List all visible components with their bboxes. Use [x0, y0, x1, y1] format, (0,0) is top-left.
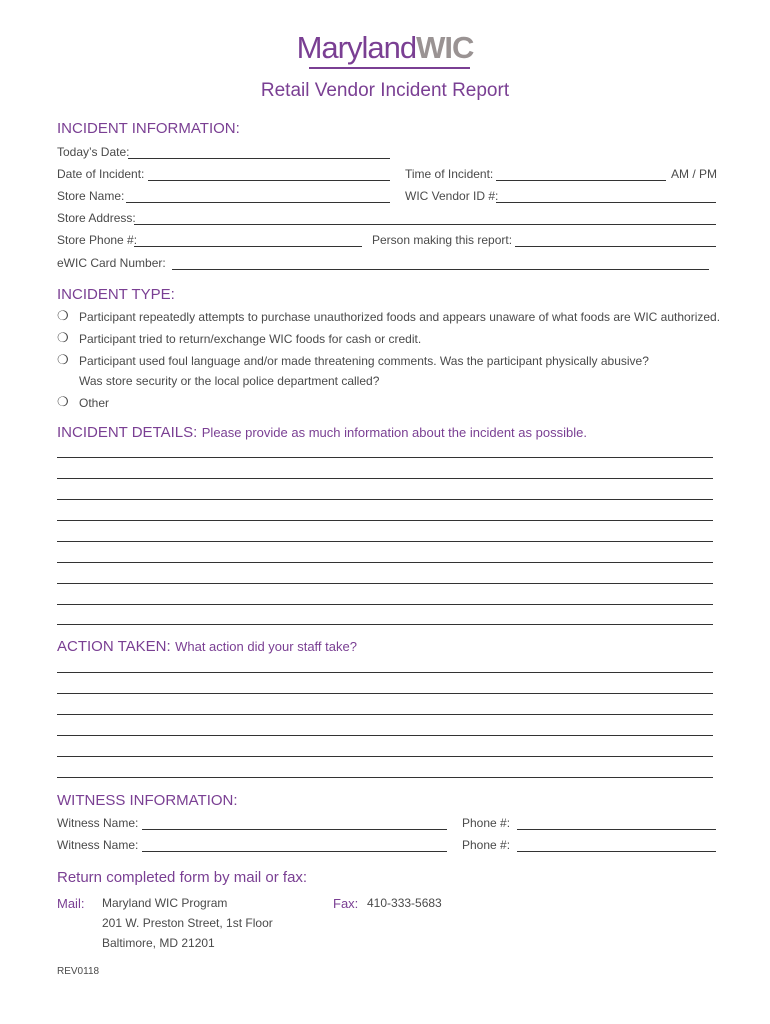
maryland-wic-logo: [0, 30, 770, 66]
action-taken-header: [57, 638, 357, 656]
witness-name-label: Witness Name:: [57, 816, 139, 830]
action-taken-prompt: What action did your staff take?: [175, 639, 357, 654]
action-line[interactable]: [57, 756, 713, 757]
witness-name-label: Witness Name:: [57, 838, 139, 852]
action-line[interactable]: [57, 735, 713, 736]
ewic-card-number-label: eWIC Card Number:: [57, 256, 166, 270]
revision-code: REV0118: [57, 966, 100, 977]
witness-phone-label: Phone #:: [462, 816, 511, 830]
incident-information-heading: INCIDENT INFORMATION:: [57, 120, 240, 137]
fax-number: 410-333-5683: [367, 896, 442, 910]
option-2-checkbox[interactable]: ❍: [57, 330, 69, 345]
details-line[interactable]: [57, 541, 713, 542]
store-address-field[interactable]: [134, 224, 716, 225]
date-of-incident-label: Date of Incident:: [57, 167, 145, 181]
person-making-report-label: Person making this report:: [372, 233, 513, 247]
time-of-incident-field[interactable]: [496, 180, 666, 181]
details-line[interactable]: [57, 457, 713, 458]
store-name-field[interactable]: [126, 202, 390, 203]
logo-text-maryland: Maryland: [296, 30, 417, 65]
option-1-checkbox[interactable]: ❍: [57, 308, 69, 323]
page-title: Retail Vendor Incident Report: [260, 80, 510, 101]
store-address-label: Store Address:: [57, 211, 136, 225]
incident-details-prompt: Please provide as much information about the incident as possible.: [201, 425, 587, 440]
incident-details-header: [57, 424, 587, 442]
details-line[interactable]: [57, 520, 713, 521]
wic-vendor-id-field[interactable]: [496, 202, 716, 203]
time-of-incident-label: Time of Incident:: [405, 167, 494, 181]
action-taken-heading: ACTION TAKEN:: [57, 638, 171, 655]
mail-address-line3: Baltimore, MD 21201: [102, 936, 215, 950]
details-line[interactable]: [57, 562, 713, 563]
mail-label: Mail:: [57, 896, 85, 911]
incident-details-heading: INCIDENT DETAILS:: [57, 424, 198, 441]
action-line[interactable]: [57, 693, 713, 694]
return-heading: Return completed form by mail or fax:: [57, 869, 308, 886]
store-phone-field[interactable]: [134, 246, 362, 247]
witness-information-heading: WITNESS INFORMATION:: [57, 792, 238, 809]
option-other-label: Other: [79, 396, 110, 410]
details-line[interactable]: [57, 478, 713, 479]
witness-name-field[interactable]: [142, 829, 447, 830]
witness-name-field[interactable]: [142, 851, 447, 852]
mail-address-line2: 201 W. Preston Street, 1st Floor: [102, 916, 273, 930]
action-line[interactable]: [57, 777, 713, 778]
option-3-label-line2: Was store security or the local police department called?: [79, 374, 380, 388]
ewic-card-number-field[interactable]: [172, 269, 709, 270]
logo-underline: [309, 67, 470, 69]
person-making-report-field[interactable]: [515, 246, 716, 247]
store-name-label: Store Name:: [57, 189, 125, 203]
details-line[interactable]: [57, 624, 713, 625]
option-other-checkbox[interactable]: ❍: [57, 394, 69, 409]
fax-label: Fax:: [333, 896, 359, 911]
action-line[interactable]: [57, 714, 713, 715]
witness-phone-field[interactable]: [517, 829, 716, 830]
wic-vendor-id-label: WIC Vendor ID #:: [405, 189, 499, 203]
witness-phone-label: Phone #:: [462, 838, 511, 852]
option-3-checkbox[interactable]: ❍: [57, 352, 69, 367]
am-pm-label: AM / PM: [671, 167, 718, 181]
date-of-incident-field[interactable]: [148, 180, 390, 181]
logo-text-wic: WIC: [416, 30, 474, 65]
store-phone-label: Store Phone #:: [57, 233, 138, 247]
option-1-label: Participant repeatedly attempts to purchase unauthorized foods and appears unaware of what foods are WIC authorized.: [79, 310, 721, 324]
action-line[interactable]: [57, 672, 713, 673]
details-line[interactable]: [57, 583, 713, 584]
option-2-label: Participant tried to return/exchange WIC foods for cash or credit.: [79, 332, 422, 346]
witness-phone-field[interactable]: [517, 851, 716, 852]
details-line[interactable]: [57, 499, 713, 500]
incident-type-heading: INCIDENT TYPE:: [57, 286, 175, 303]
option-3-label: Participant used foul language and/or made threatening comments. Was the participant physically abusive?: [79, 354, 649, 368]
details-line[interactable]: [57, 604, 713, 605]
mail-address-line1: Maryland WIC Program: [102, 896, 228, 910]
todays-date-label: Today’s Date:: [57, 145, 130, 159]
todays-date-field[interactable]: [128, 158, 390, 159]
